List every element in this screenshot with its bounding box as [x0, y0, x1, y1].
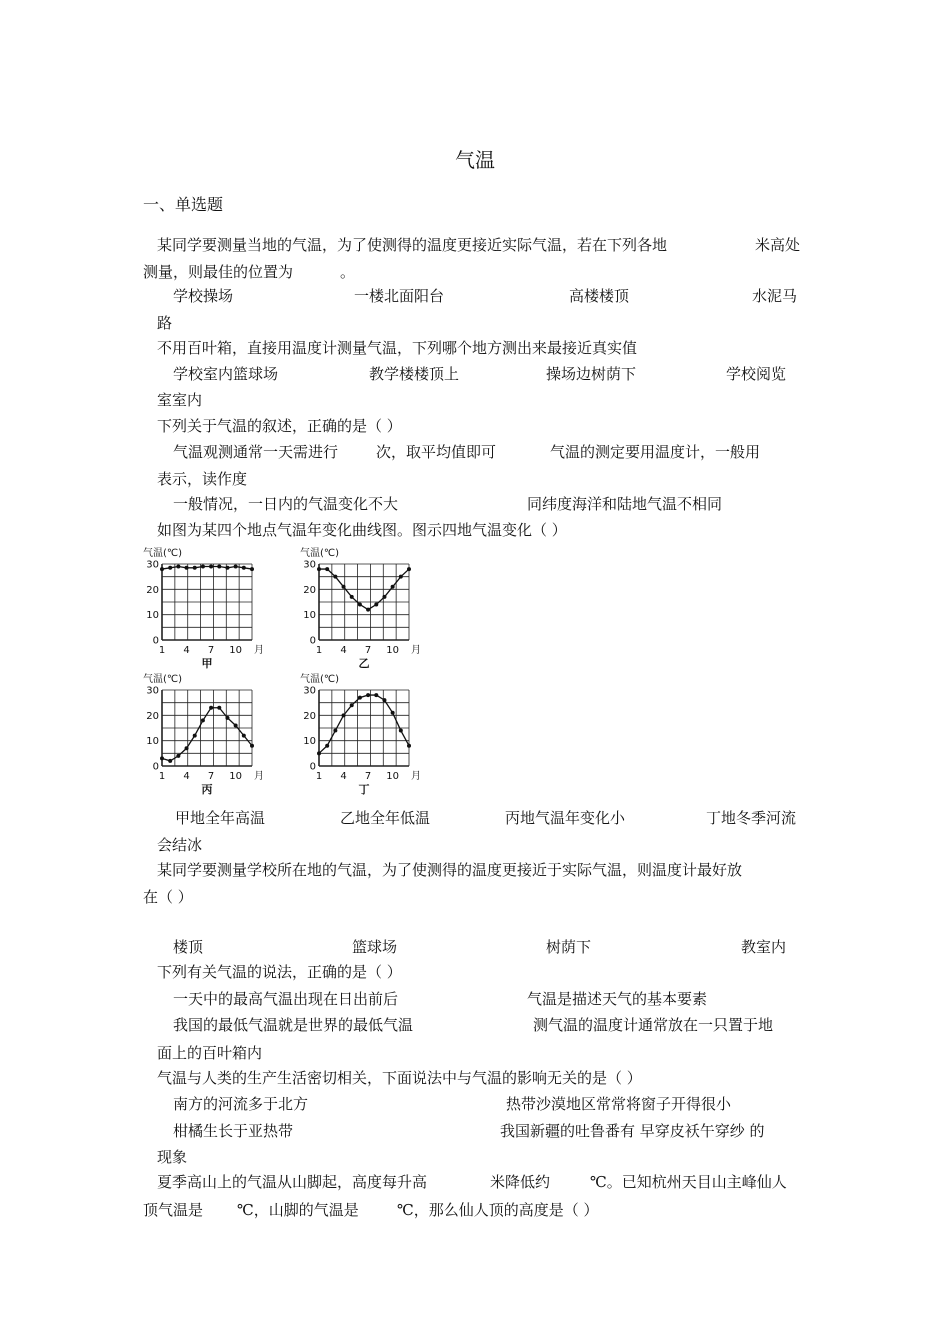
data-point — [193, 566, 197, 570]
data-point — [242, 734, 246, 738]
data-point — [242, 566, 246, 570]
x-tick-label: 4 — [340, 645, 347, 656]
data-point — [160, 567, 164, 571]
x-tick-label: 10 — [229, 645, 243, 656]
option[interactable]: 我国的最低气温就是世界的最低气温 — [173, 1016, 414, 1034]
y-tick-label: 20 — [303, 584, 316, 596]
data-point — [185, 566, 189, 570]
data-point — [325, 744, 329, 748]
x-tick-label: 1 — [315, 645, 323, 656]
option[interactable]: 学校阅览 — [726, 365, 787, 383]
option[interactable]: 丁地冬季河流 — [706, 809, 797, 827]
question-stem: 下列有关气温的说法，正确的是（ ） — [157, 963, 402, 981]
option-continuation: 次，取平均值即可 — [376, 443, 497, 461]
x-axis-label: 月 — [254, 645, 264, 656]
option[interactable]: 高楼楼顶 — [569, 287, 630, 305]
question-stem: ℃。已知杭州天目山主峰仙人 — [590, 1173, 787, 1191]
series-line — [319, 695, 409, 753]
series-line — [162, 567, 252, 570]
data-point — [382, 698, 386, 702]
x-tick-label: 10 — [386, 771, 400, 782]
data-point — [325, 567, 329, 571]
x-tick-label: 7 — [364, 645, 372, 656]
data-point — [225, 716, 229, 720]
x-axis-label: 月 — [411, 645, 421, 656]
question-stem: 不用百叶箱，直接用温度计测量气温，下列哪个地方测出来最接近真实值 — [157, 339, 638, 357]
y-tick-label: 10 — [303, 610, 316, 622]
data-point — [407, 744, 411, 748]
question-stem: 夏季高山上的气温从山脚起，高度每升高 — [157, 1173, 428, 1191]
y-tick-label: 20 — [303, 710, 316, 722]
option[interactable]: 操场边树荫下 — [546, 365, 637, 383]
data-point — [382, 595, 386, 599]
chart-name: 丁 — [358, 783, 370, 796]
data-point — [333, 729, 337, 733]
x-tick-label: 7 — [207, 771, 215, 782]
question-stem: 测量，则最佳的位置为 — [143, 263, 294, 281]
data-point — [399, 575, 403, 579]
x-tick-label: 1 — [158, 645, 166, 656]
y-tick-label: 10 — [303, 736, 316, 748]
x-tick-label: 10 — [386, 645, 400, 656]
data-point — [407, 567, 411, 571]
option[interactable]: 测气温的温度计通常放在一只置于地 — [533, 1016, 774, 1034]
y-tick-label: 30 — [146, 559, 159, 571]
data-point — [209, 565, 213, 569]
data-point — [168, 566, 172, 570]
y-tick-label: 0 — [309, 635, 316, 647]
y-axis-label: 气温(℃) — [300, 548, 340, 559]
option-continuation: 面上的百叶箱内 — [157, 1044, 263, 1062]
data-point — [209, 706, 213, 710]
data-point — [317, 751, 321, 755]
option[interactable]: 学校操场 — [173, 287, 234, 305]
option[interactable]: 一楼北面阳台 — [354, 287, 445, 305]
chart-name: 甲 — [201, 657, 213, 670]
x-tick-label: 4 — [183, 645, 190, 656]
data-point — [168, 759, 172, 763]
data-point — [193, 734, 197, 738]
option[interactable]: 热带沙漠地区常常将窗子开得很小 — [506, 1095, 732, 1113]
question-stem: 某同学要测量学校所在地的气温，为了使测得的温度更接近于实际气温，则温度计最好放 — [157, 861, 743, 879]
x-axis-label: 月 — [411, 771, 421, 782]
option[interactable]: 柑橘生长于亚热带 — [173, 1122, 294, 1140]
data-point — [391, 585, 395, 589]
question-stem: 在（ ） — [143, 888, 193, 906]
data-point — [250, 744, 254, 748]
option-continuation: 现象 — [157, 1148, 188, 1166]
y-tick-label: 20 — [146, 710, 159, 722]
data-point — [201, 565, 205, 569]
y-axis-label: 气温(℃) — [300, 674, 340, 685]
y-tick-label: 30 — [303, 685, 316, 697]
y-tick-label: 0 — [309, 761, 316, 773]
y-tick-label: 10 — [146, 736, 159, 748]
option[interactable]: 气温是描述天气的基本要素 — [527, 990, 708, 1008]
option-continuation: 室室内 — [157, 391, 203, 409]
data-point — [350, 595, 354, 599]
option[interactable]: 同纬度海洋和陆地气温不相同 — [527, 495, 723, 513]
option[interactable]: 甲地全年高温 — [175, 809, 266, 827]
question-stem: ℃，山脚的气温是 — [237, 1201, 359, 1219]
x-tick-label: 7 — [207, 645, 215, 656]
x-tick-label: 4 — [183, 771, 190, 782]
question-stem: 米降低约 — [490, 1173, 551, 1191]
data-point — [225, 566, 229, 570]
option[interactable]: 一天中的最高气温出现在日出前后 — [173, 990, 399, 1008]
x-tick-label: 1 — [158, 771, 166, 782]
data-point — [217, 706, 221, 710]
y-tick-label: 10 — [146, 610, 159, 622]
data-point — [350, 703, 354, 707]
option[interactable]: 我国新疆的吐鲁番有 早穿皮袄午穿纱 的 — [500, 1122, 765, 1140]
option[interactable]: 学校室内篮球场 — [173, 365, 279, 383]
y-tick-label: 0 — [152, 761, 159, 773]
y-tick-label: 30 — [303, 559, 316, 571]
data-point — [201, 718, 205, 722]
y-tick-label: 30 — [146, 685, 159, 697]
temperature-charts — [143, 544, 421, 802]
y-axis-label: 气温(℃) — [143, 548, 183, 559]
data-point — [234, 565, 238, 569]
option-continuation: 表示，读作度 — [157, 470, 248, 488]
section-heading: 一、单选题 — [143, 195, 224, 214]
option[interactable]: 树荫下 — [546, 938, 592, 956]
option[interactable]: 乙地全年低温 — [340, 809, 431, 827]
question-stem: 米高处 — [755, 236, 801, 254]
x-axis-label: 月 — [254, 771, 264, 782]
y-tick-label: 0 — [152, 635, 159, 647]
option[interactable]: 气温的测定要用温度计，一般用 — [550, 443, 761, 461]
x-tick-label: 10 — [229, 771, 243, 782]
data-point — [358, 603, 362, 607]
option[interactable]: 楼顶 — [173, 938, 204, 956]
y-axis-label: 气温(℃) — [143, 674, 183, 685]
option[interactable]: 一般情况，一日内的气温变化不大 — [173, 495, 399, 513]
data-point — [317, 567, 321, 571]
question-stem: 下列关于气温的叙述，正确的是（ ） — [157, 417, 402, 435]
data-point — [234, 723, 238, 727]
chart-name: 丙 — [201, 783, 213, 796]
data-point — [185, 746, 189, 750]
data-point — [217, 565, 221, 569]
option-continuation: 会结冰 — [157, 836, 203, 854]
charts-svg — [143, 544, 421, 802]
x-tick-label: 4 — [340, 771, 347, 782]
question-stem: 如图为某四个地点气温年变化曲线图。图示四地气温变化（ ） — [157, 521, 567, 539]
question-stem: 。 — [340, 263, 356, 281]
question-stem: ℃，那么仙人顶的高度是（ ） — [397, 1201, 599, 1219]
data-point — [358, 696, 362, 700]
question-stem: 顶气温是 — [143, 1201, 204, 1219]
option[interactable]: 教学楼楼顶上 — [369, 365, 460, 383]
option-continuation: 路 — [157, 314, 173, 332]
x-tick-label: 1 — [315, 771, 323, 782]
data-point — [342, 585, 346, 589]
y-tick-label: 20 — [146, 584, 159, 596]
chart-name: 乙 — [358, 657, 370, 670]
data-point — [250, 567, 254, 571]
data-point — [391, 711, 395, 715]
data-point — [176, 754, 180, 758]
option[interactable]: 篮球场 — [352, 938, 398, 956]
data-point — [374, 603, 378, 607]
option[interactable]: 丙地气温年变化小 — [505, 809, 626, 827]
option[interactable]: 水泥马 — [752, 287, 798, 305]
option[interactable]: 气温观测通常一天需进行 — [173, 443, 339, 461]
x-tick-label: 7 — [364, 771, 372, 782]
data-point — [160, 756, 164, 760]
data-point — [176, 565, 180, 569]
option[interactable]: 南方的河流多于北方 — [173, 1095, 309, 1113]
data-point — [333, 575, 337, 579]
question-stem: 气温与人类的生产生活密切相关，下面说法中与气温的影响无关的是（ ） — [157, 1069, 642, 1087]
question-stem: 某同学要测量当地的气温，为了使测得的温度更接近实际气温，若在下列各地 — [157, 236, 668, 254]
option[interactable]: 教室内 — [741, 938, 787, 956]
data-point — [366, 693, 370, 697]
data-point — [366, 608, 370, 612]
data-point — [399, 729, 403, 733]
page-title: 气温 — [455, 148, 495, 172]
data-point — [342, 713, 346, 717]
data-point — [374, 693, 378, 697]
